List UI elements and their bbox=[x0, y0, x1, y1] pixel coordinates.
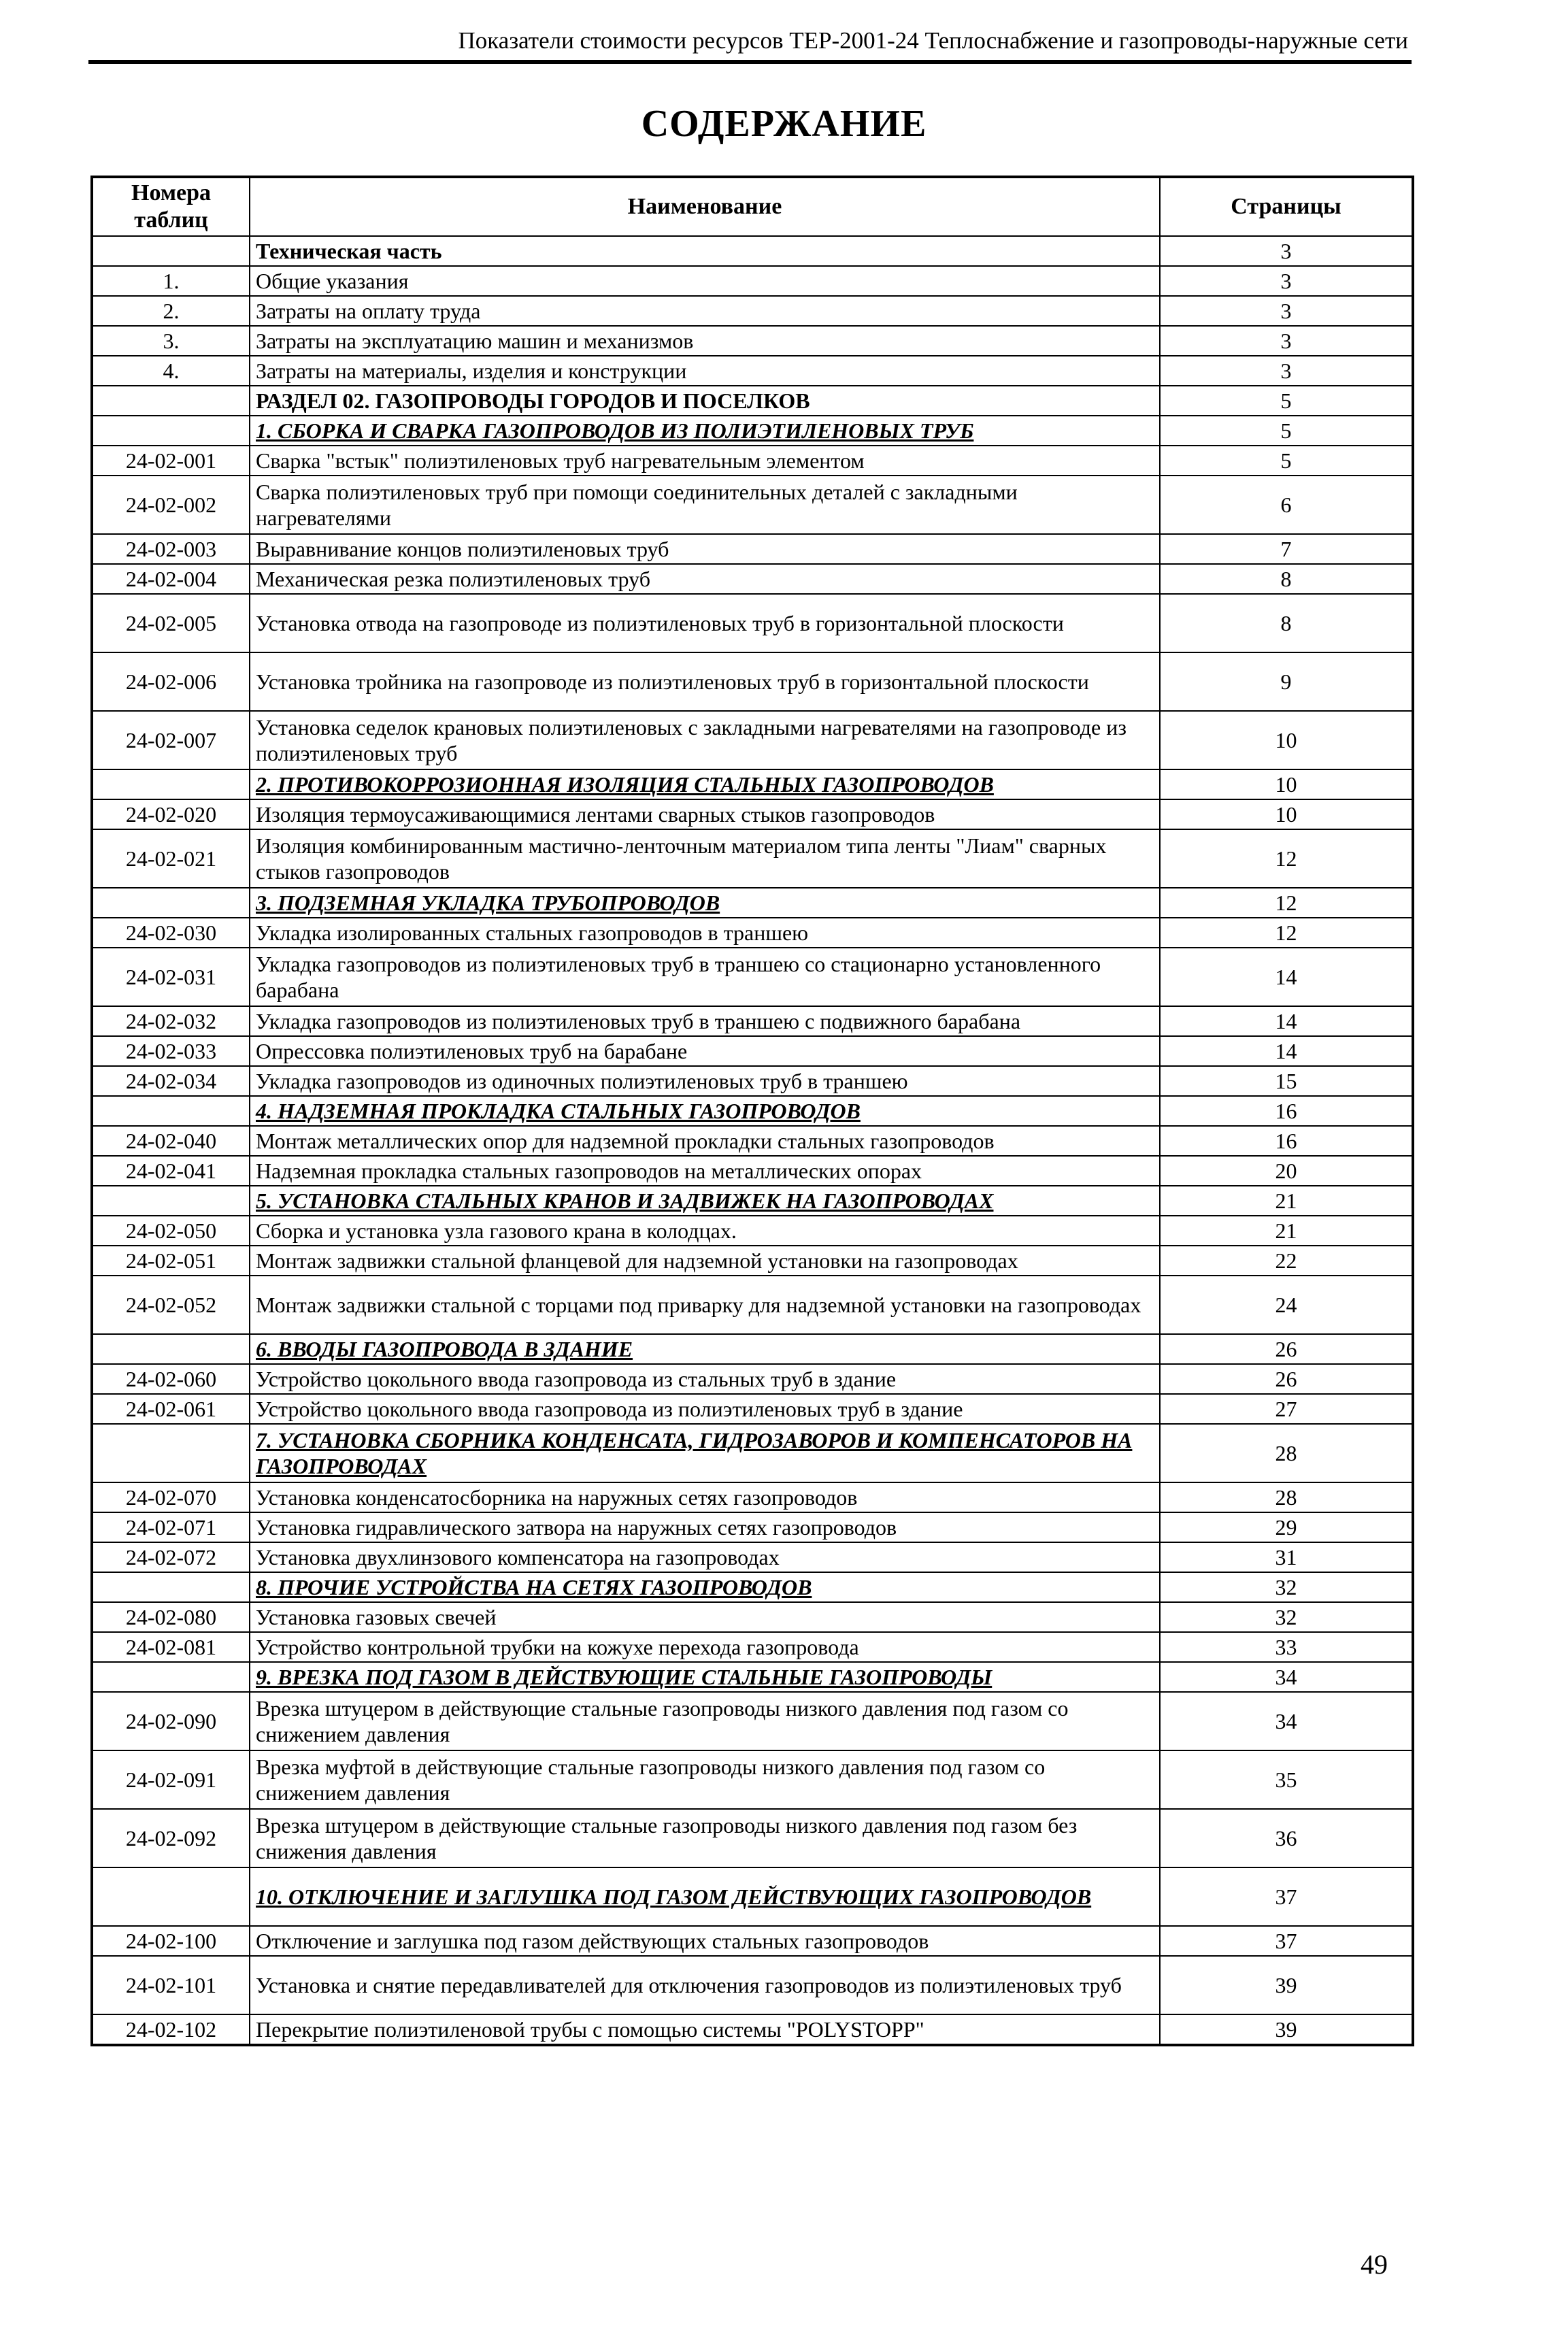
name-cell: Установка отвода на газопроводе из полиэтиленовых труб в горизонтальной плоскости bbox=[250, 594, 1160, 652]
table-header-row bbox=[92, 177, 1413, 236]
name-cell: Общие указания bbox=[250, 266, 1160, 296]
name-cell: Опрессовка полиэтиленовых труб на барабане bbox=[250, 1036, 1160, 1066]
table-row bbox=[92, 1246, 1413, 1276]
name-cell: Затраты на оплату труда bbox=[250, 296, 1160, 326]
section-row bbox=[92, 1334, 1413, 1364]
name-cell: 9. ВРЕЗКА ПОД ГАЗОМ В ДЕЙСТВУЮЩИЕ СТАЛЬНЫЕ ГАЗОПРОВОДЫ bbox=[250, 1662, 1160, 1692]
table-row bbox=[92, 296, 1413, 326]
page-cell: 10 bbox=[1160, 711, 1413, 769]
name-cell: Техническая часть bbox=[250, 236, 1160, 266]
table-row bbox=[92, 1126, 1413, 1156]
table-row bbox=[92, 1066, 1413, 1096]
name-cell: Сварка полиэтиленовых труб при помощи соединительных деталей с закладными нагревателями bbox=[250, 476, 1160, 534]
code-cell: 4. bbox=[92, 356, 250, 386]
table-row bbox=[92, 918, 1413, 948]
page-cell: 34 bbox=[1160, 1662, 1413, 1692]
page-cell: 16 bbox=[1160, 1096, 1413, 1126]
name-cell: 1. СБОРКА И СВАРКА ГАЗОПРОВОДОВ ИЗ ПОЛИЭТИЛЕНОВЫХ ТРУБ bbox=[250, 416, 1160, 446]
page-cell: 35 bbox=[1160, 1750, 1413, 1809]
page-title: СОДЕРЖАНИЕ bbox=[641, 103, 927, 145]
page-cell: 21 bbox=[1160, 1216, 1413, 1246]
code-cell bbox=[92, 386, 250, 416]
section-row bbox=[92, 769, 1413, 799]
name-cell: Установка газовых свечей bbox=[250, 1602, 1160, 1632]
code-cell: 3. bbox=[92, 326, 250, 356]
table-row bbox=[92, 1394, 1413, 1424]
name-cell: Укладка газопроводов из полиэтиленовых труб в траншею со стационарно установленного барабана bbox=[250, 948, 1160, 1006]
header-rule bbox=[88, 60, 1412, 64]
name-cell: Укладка изолированных стальных газопроводов в траншею bbox=[250, 918, 1160, 948]
page-cell: 8 bbox=[1160, 564, 1413, 594]
name-cell: Затраты на материалы, изделия и конструкции bbox=[250, 356, 1160, 386]
page-cell: 14 bbox=[1160, 1006, 1413, 1036]
code-cell: 24-02-004 bbox=[92, 564, 250, 594]
section-row bbox=[92, 1867, 1413, 1926]
page-cell: 3 bbox=[1160, 296, 1413, 326]
code-cell: 24-02-080 bbox=[92, 1602, 250, 1632]
table-row bbox=[92, 356, 1413, 386]
page-cell: 6 bbox=[1160, 476, 1413, 534]
table-row bbox=[92, 1692, 1413, 1750]
page-cell: 16 bbox=[1160, 1126, 1413, 1156]
code-cell: 24-02-081 bbox=[92, 1632, 250, 1662]
table-row bbox=[92, 594, 1413, 652]
name-cell: Установка тройника на газопроводе из полиэтиленовых труб в горизонтальной плоскости bbox=[250, 652, 1160, 711]
section-row bbox=[92, 1096, 1413, 1126]
code-cell bbox=[92, 1096, 250, 1126]
code-cell: 24-02-041 bbox=[92, 1156, 250, 1186]
page-cell: 33 bbox=[1160, 1632, 1413, 1662]
section-row bbox=[92, 888, 1413, 918]
code-cell: 24-02-002 bbox=[92, 476, 250, 534]
name-cell: Установка и снятие передавливателей для отключения газопроводов из полиэтиленовых труб bbox=[250, 1956, 1160, 2014]
table-row bbox=[92, 1364, 1413, 1394]
name-cell: Врезка штуцером в действующие стальные газопроводы низкого давления под газом со снижением давления bbox=[250, 1692, 1160, 1750]
page-cell: 14 bbox=[1160, 1036, 1413, 1066]
code-cell: 24-02-061 bbox=[92, 1394, 250, 1424]
code-cell bbox=[92, 1186, 250, 1216]
table-row bbox=[92, 1632, 1413, 1662]
column-header-page: Страницы bbox=[1160, 177, 1413, 236]
code-cell: 24-02-021 bbox=[92, 829, 250, 888]
page-cell: 5 bbox=[1160, 386, 1413, 416]
column-header-name: Наименование bbox=[250, 177, 1160, 236]
page-cell: 8 bbox=[1160, 594, 1413, 652]
code-cell: 24-02-071 bbox=[92, 1512, 250, 1542]
table-row bbox=[92, 2014, 1413, 2045]
code-cell: 24-02-101 bbox=[92, 1956, 250, 2014]
code-cell: 1. bbox=[92, 266, 250, 296]
code-cell: 24-02-034 bbox=[92, 1066, 250, 1096]
page-cell: 10 bbox=[1160, 769, 1413, 799]
page-cell: 26 bbox=[1160, 1334, 1413, 1364]
table-row bbox=[92, 1542, 1413, 1572]
contents-table-body bbox=[92, 236, 1413, 2045]
code-cell: 24-02-033 bbox=[92, 1036, 250, 1066]
page-cell: 39 bbox=[1160, 1956, 1413, 2014]
name-cell: Перекрытие полиэтиленовой трубы с помощью системы "POLYSTOPP" bbox=[250, 2014, 1160, 2045]
table-row bbox=[92, 1750, 1413, 1809]
name-cell: Выравнивание концов полиэтиленовых труб bbox=[250, 534, 1160, 564]
code-cell bbox=[92, 1867, 250, 1926]
page-cell: 12 bbox=[1160, 888, 1413, 918]
code-cell: 24-02-100 bbox=[92, 1926, 250, 1956]
page-cell: 28 bbox=[1160, 1424, 1413, 1482]
page-number: 49 bbox=[1361, 2249, 1388, 2280]
table-row bbox=[92, 829, 1413, 888]
page-cell: 26 bbox=[1160, 1364, 1413, 1394]
page-cell: 3 bbox=[1160, 236, 1413, 266]
section-row bbox=[92, 1662, 1413, 1692]
code-cell: 24-02-001 bbox=[92, 446, 250, 476]
table-row bbox=[92, 1156, 1413, 1186]
name-cell: Устройство цокольного ввода газопровода из стальных труб в здание bbox=[250, 1364, 1160, 1394]
column-header-code: Номера таблиц bbox=[92, 177, 250, 236]
table-row bbox=[92, 1602, 1413, 1632]
name-cell: РАЗДЕЛ 02. ГАЗОПРОВОДЫ ГОРОДОВ И ПОСЕЛКОВ bbox=[250, 386, 1160, 416]
code-cell: 24-02-040 bbox=[92, 1126, 250, 1156]
page-cell: 32 bbox=[1160, 1602, 1413, 1632]
name-cell: Устройство контрольной трубки на кожухе перехода газопровода bbox=[250, 1632, 1160, 1662]
code-cell bbox=[92, 1334, 250, 1364]
code-cell: 24-02-072 bbox=[92, 1542, 250, 1572]
table-row bbox=[92, 1006, 1413, 1036]
name-cell: Монтаж задвижки стальной фланцевой для надземной установки на газопроводах bbox=[250, 1246, 1160, 1276]
name-cell: Монтаж металлических опор для надземной прокладки стальных газопроводов bbox=[250, 1126, 1160, 1156]
code-cell: 2. bbox=[92, 296, 250, 326]
table-row bbox=[92, 326, 1413, 356]
page-cell: 9 bbox=[1160, 652, 1413, 711]
code-cell: 24-02-092 bbox=[92, 1809, 250, 1867]
page-cell: 21 bbox=[1160, 1186, 1413, 1216]
code-cell bbox=[92, 769, 250, 799]
code-cell bbox=[92, 1424, 250, 1482]
section-row bbox=[92, 236, 1413, 266]
page-cell: 12 bbox=[1160, 829, 1413, 888]
code-cell: 24-02-007 bbox=[92, 711, 250, 769]
code-cell: 24-02-031 bbox=[92, 948, 250, 1006]
name-cell: Изоляция комбинированным мастично-ленточным материалом типа ленты "Лиам" сварных стыков газопроводов bbox=[250, 829, 1160, 888]
name-cell: Установка двухлинзового компенсатора на газопроводах bbox=[250, 1542, 1160, 1572]
code-cell: 24-02-050 bbox=[92, 1216, 250, 1246]
section-row bbox=[92, 1572, 1413, 1602]
name-cell: Монтаж задвижки стальной с торцами под приварку для надземной установки на газопроводах bbox=[250, 1276, 1160, 1334]
table-row bbox=[92, 1216, 1413, 1246]
page-cell: 37 bbox=[1160, 1867, 1413, 1926]
code-cell: 24-02-003 bbox=[92, 534, 250, 564]
page-cell: 7 bbox=[1160, 534, 1413, 564]
section-row bbox=[92, 416, 1413, 446]
code-cell: 24-02-020 bbox=[92, 799, 250, 829]
code-cell bbox=[92, 236, 250, 266]
page-cell: 37 bbox=[1160, 1926, 1413, 1956]
name-cell: Установка гидравлического затвора на наружных сетях газопроводов bbox=[250, 1512, 1160, 1542]
name-cell: Механическая резка полиэтиленовых труб bbox=[250, 564, 1160, 594]
page-cell: 31 bbox=[1160, 1542, 1413, 1572]
code-cell bbox=[92, 416, 250, 446]
name-cell: Установка седелок крановых полиэтиленовых с закладными нагревателями на газопроводе из полиэтиленовых труб bbox=[250, 711, 1160, 769]
page-cell: 15 bbox=[1160, 1066, 1413, 1096]
code-cell: 24-02-051 bbox=[92, 1246, 250, 1276]
page-cell: 22 bbox=[1160, 1246, 1413, 1276]
page-cell: 39 bbox=[1160, 2014, 1413, 2045]
table-row bbox=[92, 1512, 1413, 1542]
name-cell: 4. НАДЗЕМНАЯ ПРОКЛАДКА СТАЛЬНЫХ ГАЗОПРОВОДОВ bbox=[250, 1096, 1160, 1126]
page-cell: 29 bbox=[1160, 1512, 1413, 1542]
code-cell: 24-02-102 bbox=[92, 2014, 250, 2045]
table-row bbox=[92, 799, 1413, 829]
code-cell bbox=[92, 1662, 250, 1692]
page-cell: 10 bbox=[1160, 799, 1413, 829]
section-row bbox=[92, 386, 1413, 416]
table-row bbox=[92, 711, 1413, 769]
name-cell: Установка конденсатосборника на наружных сетях газопроводов bbox=[250, 1482, 1160, 1512]
page-cell: 20 bbox=[1160, 1156, 1413, 1186]
page-cell: 14 bbox=[1160, 948, 1413, 1006]
running-header: Показатели стоимости ресурсов ТЕР-2001-24 Теплоснабжение и газопроводы-наружные сети bbox=[458, 27, 1408, 54]
table-row bbox=[92, 1956, 1413, 2014]
page-cell: 12 bbox=[1160, 918, 1413, 948]
table-row bbox=[92, 1036, 1413, 1066]
code-cell: 24-02-032 bbox=[92, 1006, 250, 1036]
table-row bbox=[92, 1926, 1413, 1956]
name-cell: Затраты на эксплуатацию машин и механизмов bbox=[250, 326, 1160, 356]
page-cell: 5 bbox=[1160, 416, 1413, 446]
code-cell: 24-02-030 bbox=[92, 918, 250, 948]
name-cell: Сварка "встык" полиэтиленовых труб нагревательным элементом bbox=[250, 446, 1160, 476]
code-cell bbox=[92, 1572, 250, 1602]
table-row bbox=[92, 652, 1413, 711]
name-cell: Изоляция термоусаживающимися лентами сварных стыков газопроводов bbox=[250, 799, 1160, 829]
table-row bbox=[92, 1276, 1413, 1334]
name-cell: 6. ВВОДЫ ГАЗОПРОВОДА В ЗДАНИЕ bbox=[250, 1334, 1160, 1364]
page-cell: 24 bbox=[1160, 1276, 1413, 1334]
code-cell: 24-02-060 bbox=[92, 1364, 250, 1394]
name-cell: Отключение и заглушка под газом действующих стальных газопроводов bbox=[250, 1926, 1160, 1956]
table-row bbox=[92, 476, 1413, 534]
table-row bbox=[92, 948, 1413, 1006]
table-row bbox=[92, 1482, 1413, 1512]
page-cell: 5 bbox=[1160, 446, 1413, 476]
page-cell: 28 bbox=[1160, 1482, 1413, 1512]
code-cell: 24-02-005 bbox=[92, 594, 250, 652]
name-cell: Укладка газопроводов из полиэтиленовых труб в траншею с подвижного барабана bbox=[250, 1006, 1160, 1036]
section-row bbox=[92, 1186, 1413, 1216]
name-cell: Врезка муфтой в действующие стальные газопроводы низкого давления под газом со снижением давления bbox=[250, 1750, 1160, 1809]
page-cell: 27 bbox=[1160, 1394, 1413, 1424]
code-cell: 24-02-070 bbox=[92, 1482, 250, 1512]
name-cell: 3. ПОДЗЕМНАЯ УКЛАДКА ТРУБОПРОВОДОВ bbox=[250, 888, 1160, 918]
table-row bbox=[92, 564, 1413, 594]
name-cell: 2. ПРОТИВОКОРРОЗИОННАЯ ИЗОЛЯЦИЯ СТАЛЬНЫХ ГАЗОПРОВОДОВ bbox=[250, 769, 1160, 799]
code-cell: 24-02-090 bbox=[92, 1692, 250, 1750]
name-cell: Надземная прокладка стальных газопроводов на металлических опорах bbox=[250, 1156, 1160, 1186]
page-cell: 3 bbox=[1160, 266, 1413, 296]
code-cell: 24-02-006 bbox=[92, 652, 250, 711]
page-cell: 34 bbox=[1160, 1692, 1413, 1750]
code-cell: 24-02-052 bbox=[92, 1276, 250, 1334]
name-cell: Сборка и установка узла газового крана в колодцах. bbox=[250, 1216, 1160, 1246]
name-cell: Врезка штуцером в действующие стальные газопроводы низкого давления под газом без снижения давления bbox=[250, 1809, 1160, 1867]
code-cell: 24-02-091 bbox=[92, 1750, 250, 1809]
table-row bbox=[92, 266, 1413, 296]
code-cell bbox=[92, 888, 250, 918]
name-cell: 10. ОТКЛЮЧЕНИЕ И ЗАГЛУШКА ПОД ГАЗОМ ДЕЙСТВУЮЩИХ ГАЗОПРОВОДОВ bbox=[250, 1867, 1160, 1926]
name-cell: 7. УСТАНОВКА СБОРНИКА КОНДЕНСАТА, ГИДРОЗАВОРОВ И КОМПЕНСАТОРОВ НА ГАЗОПРОВОДАХ bbox=[250, 1424, 1160, 1482]
page-cell: 3 bbox=[1160, 356, 1413, 386]
name-cell: 8. ПРОЧИЕ УСТРОЙСТВА НА СЕТЯХ ГАЗОПРОВОДОВ bbox=[250, 1572, 1160, 1602]
page-cell: 32 bbox=[1160, 1572, 1413, 1602]
table-row bbox=[92, 1809, 1413, 1867]
page-cell: 3 bbox=[1160, 326, 1413, 356]
section-row bbox=[92, 1424, 1413, 1482]
name-cell: Укладка газопроводов из одиночных полиэтиленовых труб в траншею bbox=[250, 1066, 1160, 1096]
table-row bbox=[92, 446, 1413, 476]
name-cell: Устройство цокольного ввода газопровода из полиэтиленовых труб в здание bbox=[250, 1394, 1160, 1424]
name-cell: 5. УСТАНОВКА СТАЛЬНЫХ КРАНОВ И ЗАДВИЖЕК НА ГАЗОПРОВОДАХ bbox=[250, 1186, 1160, 1216]
contents-table bbox=[90, 176, 1414, 2046]
table-row bbox=[92, 534, 1413, 564]
page-cell: 36 bbox=[1160, 1809, 1413, 1867]
